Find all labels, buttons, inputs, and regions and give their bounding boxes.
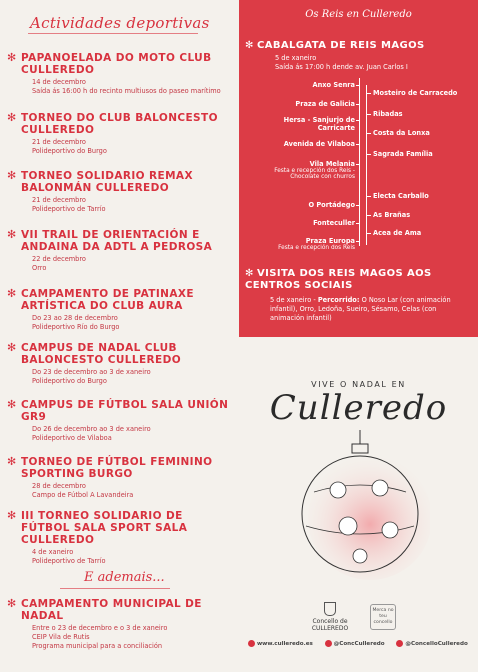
route-tick — [366, 196, 371, 197]
activity-title: CAMPAMENTO DE PATINAXE ARTÍSTICA DO CLUB AURA — [21, 288, 194, 312]
activity-place: Polideportivo de Tarrío — [32, 205, 106, 213]
footer-web[interactable]: www.culleredo.es — [248, 641, 313, 647]
activity-date: 21 de decembro — [32, 196, 86, 204]
route-tick — [356, 144, 360, 145]
activity-title: TORNEO DO CLUB BALONCESTO CULLEREDO — [21, 112, 218, 136]
activity-date: 14 de decembro — [32, 78, 86, 86]
route-stop: Praza de Galicia — [295, 100, 355, 108]
cabalgata-departure: Saída ás 17:00 h dende av. Juan Carlos I — [275, 63, 408, 71]
activity-item — [7, 510, 235, 566]
route-stop: Vila Melania Festa e recepción dos Reis - Chocolate con churros — [274, 160, 355, 180]
activity-title: CAMPAMENTO MUNICIPAL DE NADAL — [21, 598, 202, 622]
snowflake-icon — [372, 480, 388, 496]
visita-heading: ✻ VISITA DOS REIS MAGOS AOS CENTROS SOCIAIS — [245, 268, 432, 291]
activities-column — [0, 0, 236, 672]
merca-badge: Merca no teu concello — [370, 604, 396, 630]
route-tick — [356, 85, 360, 86]
route-tick — [356, 241, 360, 242]
activity-date: Do 23 de decembro ao 3 de xaneiro — [32, 368, 151, 376]
activity-item — [7, 342, 235, 386]
activity-item — [7, 112, 235, 156]
activity-place: Campo de Fútbol A Lavandeira — [32, 491, 134, 499]
route-stop: Costa da Lonxa — [373, 129, 430, 137]
council-crest: Concello de CULLEREDO — [300, 602, 360, 632]
activity-place: Polideportivo Río do Burgo — [32, 323, 120, 331]
activity-item — [7, 456, 235, 500]
route-stop: Anxo Senra — [312, 81, 355, 89]
culleredo-logo: Culleredo — [269, 388, 448, 428]
route-stop: Ribadas — [373, 110, 403, 118]
footer-facebook[interactable]: @ConcelloCulleredo — [396, 641, 467, 647]
activity-date: 21 de decembro — [32, 138, 86, 146]
route-tick — [366, 154, 371, 155]
snowflake-icon: ✻ — [7, 51, 17, 64]
snowflake-icon — [339, 517, 357, 535]
route-line-right — [366, 85, 367, 245]
activity-title: CAMPUS DE NADAL CLUB BALONCESTO CULLEREDO — [21, 342, 182, 366]
crest-icon — [324, 602, 336, 616]
activity-title: PAPANOELADA DO MOTO CLUB CULLEREDO — [21, 52, 212, 76]
activity-place: Polideportivo do Burgo — [32, 377, 107, 385]
activity-place: Polideportivo do Burgo — [32, 147, 107, 155]
activity-title: CAMPUS DE FÚTBOL SALA UNIÓN GR9 — [21, 399, 229, 423]
activity-place: CEIP Vila de Rutis — [32, 633, 90, 641]
activity-place: Polideportivo de Tarrío — [32, 557, 106, 565]
route-tick — [356, 120, 360, 121]
route-tick — [366, 233, 371, 234]
route-tick — [356, 223, 360, 224]
globe-icon — [248, 640, 255, 647]
activity-date: 28 de decembro — [32, 482, 86, 490]
route-tick — [356, 104, 360, 105]
route-stop: Hersa - Sanjurjo de Carricarte — [283, 116, 355, 132]
activity-place: Saída ás 16:00 h do recinto multiusos do paseo marítimo — [32, 87, 221, 95]
activity-extra — [7, 598, 235, 651]
route-stop: Sagrada Família — [373, 150, 433, 158]
activity-place: Polideportivo de Vilaboa — [32, 434, 112, 442]
activity-item — [7, 170, 235, 214]
activity-item — [7, 52, 235, 96]
cabalgata-heading: ✻ CABALGATA DE REIS MAGOS — [245, 40, 425, 51]
route-stop: Mosteiro de Carracedo — [373, 89, 458, 97]
vive-tagline: VIVE O NADAL EN — [311, 380, 406, 389]
activity-title: TORNEO DE FÚTBOL FEMININO SPORTING BURGO — [21, 456, 213, 480]
ademais-heading: E ademais... — [84, 570, 165, 585]
activity-title: VII TRAIL DE ORIENTACIÓN E ANDAINA DA ADTL A PEDROSA — [21, 229, 213, 253]
footer-twitter[interactable]: @ConcCulleredo — [325, 641, 385, 647]
snowflake-icon: ✻ — [245, 40, 254, 51]
ornament-cap — [352, 444, 368, 453]
panel-title: Os Reis en Culleredo — [305, 9, 412, 20]
snowflake-icon: ✻ — [7, 228, 17, 241]
snowflake-icon: ✻ — [7, 597, 17, 610]
facebook-icon — [396, 640, 403, 647]
title-underline — [28, 33, 198, 34]
activity-title: TORNEO SOLIDARIO REMAX BALONMÁN CULLEREDO — [21, 170, 193, 194]
activity-date: Entre o 23 de decembro e o 3 de xaneiro — [32, 624, 168, 632]
route-stop: Acea de Ama — [373, 229, 422, 237]
snowflake-icon — [330, 482, 346, 498]
activity-item — [7, 399, 235, 443]
activity-place: Orro — [32, 264, 47, 272]
route-stop: O Portádego — [308, 201, 355, 209]
route-tick — [366, 114, 371, 115]
activity-item — [7, 229, 235, 273]
activity-date: 4 de xaneiro — [32, 548, 74, 556]
route-tick — [356, 164, 360, 165]
snowflake-icon — [382, 522, 398, 538]
snowflake-icon: ✻ — [7, 341, 17, 354]
activity-date: Do 23 ao 28 de decembro — [32, 314, 118, 322]
footer — [248, 640, 478, 647]
activity-note: Programa municipal para a conciliación — [32, 642, 163, 650]
visita-text: 5 de xaneiro - Percorrido: O Noso Lar (con animación infantil), Orro, Ledoña, Sueiro, Sésamo, Celas (con animación infantil) — [270, 296, 451, 322]
snowflake-icon: ✻ — [245, 268, 254, 279]
snowflake-icon — [353, 549, 367, 563]
activity-item — [7, 288, 235, 332]
snowflake-icon: ✻ — [7, 398, 17, 411]
activity-title: III TORNEO SOLIDARIO DE FÚTBOL SALA SPORT SALA CULLEREDO — [21, 510, 188, 546]
route-stop: Avenida de Vilaboa — [283, 140, 355, 148]
route-stop: As Brañas — [373, 211, 411, 219]
snowflake-icon: ✻ — [7, 509, 17, 522]
cabalgata-date: 5 de xaneiro — [275, 54, 317, 62]
route-tick — [366, 215, 371, 216]
twitter-icon — [325, 640, 332, 647]
route-tick — [366, 133, 371, 134]
snowflake-icon: ✻ — [7, 169, 17, 182]
route-tick — [356, 205, 360, 206]
route-stop: Electa Carballo — [373, 192, 429, 200]
snowflake-icon: ✻ — [7, 455, 17, 468]
snowflake-icon: ✻ — [7, 287, 17, 300]
christmas-ornament — [300, 430, 430, 580]
activity-date: Do 26 de decembro ao 3 de xaneiro — [32, 425, 151, 433]
activity-date: 22 de decembro — [32, 255, 86, 263]
route-tick — [366, 93, 371, 94]
snowflake-icon: ✻ — [7, 111, 17, 124]
route-stop: Praza Europa Festa e recepción dos Reis — [278, 237, 355, 251]
activities-title: Actividades deportivas — [30, 14, 210, 32]
ademais-underline — [60, 588, 170, 589]
route-stop: Fonteculler — [313, 219, 355, 227]
reis-panel — [239, 0, 478, 337]
